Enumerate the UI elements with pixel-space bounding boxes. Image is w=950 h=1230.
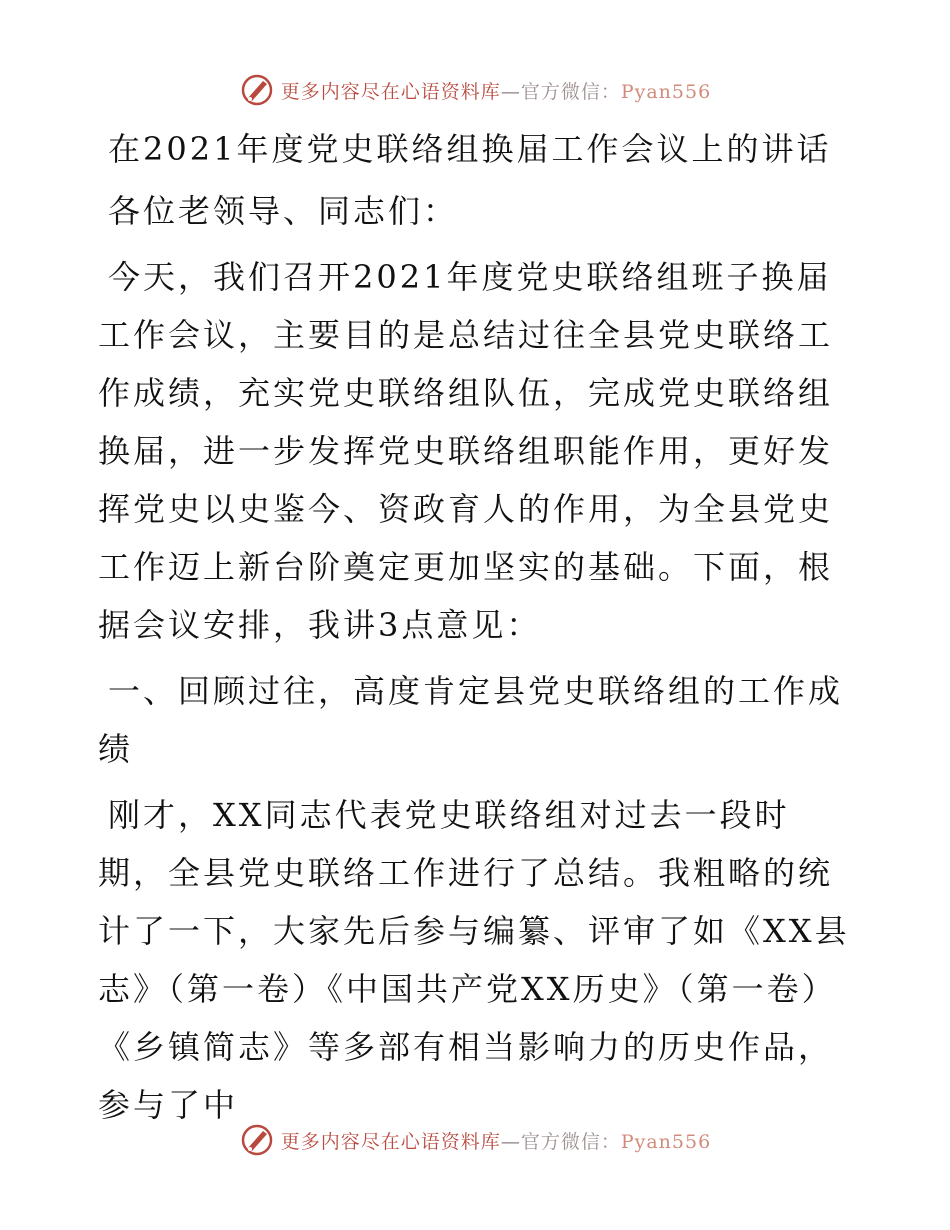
- paragraph-intro: 今天，我们召开2021年度党史联络组班子换届工作会议，主要目的是总结过往全县党史联络工作成绩，充实党史联络组队伍，完成党史联络组换届，进一步发挥党史联络组职能作用，更好发挥党史以史鉴今、资政育人的作用，为全县党史工作迈上新台阶奠定更加坚实的基础。下面，根据会议安排，我讲3点意见：: [98, 258, 834, 644]
- pen-circle-logo-icon: [239, 1122, 275, 1158]
- pen-circle-logo-icon: [239, 72, 275, 108]
- document-body: [98, 120, 858, 1134]
- watermark-dash: —: [500, 80, 521, 103]
- watermark-contact-label: 官方微信：: [520, 1130, 621, 1153]
- watermark-wechat-id: Pyan556: [620, 1130, 712, 1153]
- section-heading-1: 一、回顾过往，高度肯定县党史联络组的工作成绩: [98, 672, 844, 768]
- document-title: 在2021年度党史联络组换届工作会议上的讲话: [108, 130, 832, 168]
- watermark-text: [281, 77, 711, 104]
- watermark-contact-label: 官方微信：: [520, 80, 621, 103]
- watermark-main-text: 更多内容尽在心语资料库: [280, 1130, 501, 1153]
- watermark-text: [281, 1127, 711, 1154]
- watermark-banner-top: [0, 70, 950, 110]
- watermark-banner-bottom: [0, 1120, 950, 1160]
- paragraph-review: 刚才，XX同志代表党史联络组对过去一段时期，全县党史联络工作进行了总结。我粗略的统计了一下，大家先后参与编纂、评审了如《XX县志》（第一卷）《中国共产党XX历史》（第一卷）《乡镇简志》等多部有相当影响力的历史作品，参与了中: [98, 796, 850, 1124]
- watermark-wechat-id: Pyan556: [620, 80, 712, 103]
- watermark-dash: —: [500, 1130, 521, 1153]
- watermark-main-text: 更多内容尽在心语资料库: [280, 80, 501, 103]
- document-greeting: 各位老领导、同志们：: [108, 192, 459, 230]
